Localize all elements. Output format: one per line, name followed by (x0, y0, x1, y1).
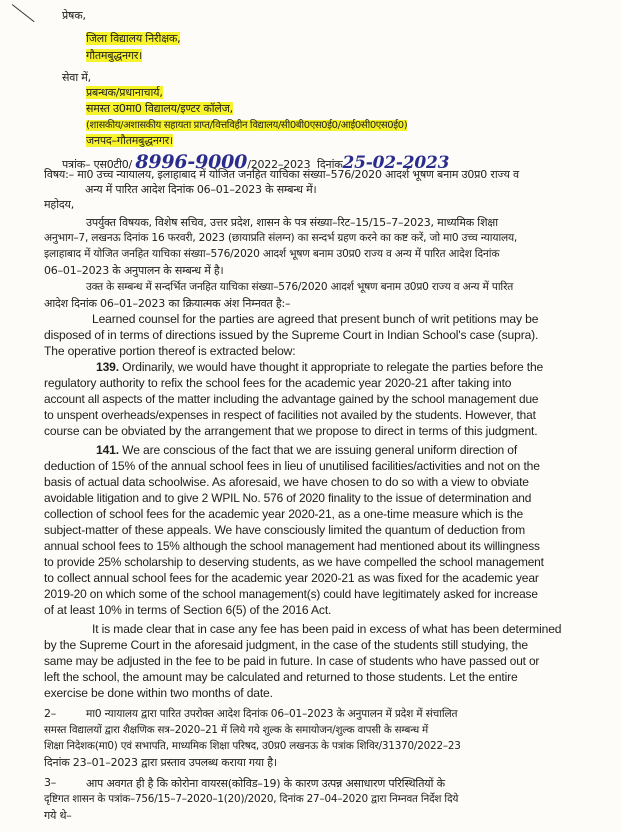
english-intro-line: The operative portion thereof is extracted below: (44, 344, 296, 358)
handwritten-letter-number: 8996-9000 (135, 151, 248, 173)
salutation: महोदय, (44, 198, 74, 211)
para1-line: अनुभाग–7, लखनऊ दिनांक 16 फरवरी, 2023 (छायाप्रति संलग्न) का सन्दर्भ ग्रहण करने का कष्ट करें, जो मा0 उच्च न्यायालय, (44, 232, 518, 244)
para141-line: avoidable litigation and to give 2 WPIL No. 576 of 2020 finality to the issue of determination and (44, 491, 532, 505)
clarification-line: exercise be done within two months of date. (44, 686, 273, 700)
para139-line: regulatory authority to refix the school fees for the academic year 2020-21 after taking into (44, 376, 512, 390)
to-line3: (शासकीय/अशासकीय सहायता प्राप्त/वित्तविहीन विद्यालय/सी0बी0एस0ई0/आई0सी0एस0ई0) (86, 120, 408, 131)
clarification-line: same may be adjusted in the fee to be paid in future. In case of students who have passed out or (44, 654, 540, 668)
point3-line: गये थे– (44, 809, 72, 822)
para141-line: We are conscious of the fact that we are issuing general uniform direction of (122, 443, 518, 457)
clarification-line: by the Supreme Court in the aforesaid judgment, in the case of the students still studying, the (44, 638, 528, 652)
para141-line: of at least 10% in terms of Section 6(5) of the 2016 Act. (44, 603, 332, 617)
reference-prefix: एस0टी0/ (93, 158, 133, 171)
para1-line: इलाहाबाद में योजित जनहित याचिका संख्या–576/2020 आदर्श भूषण बनाम उ0प्र0 राज्य व अन्य में पारित आदेश दिनांक (44, 248, 500, 260)
para139-line: to unspent overheads/expenses in respect of facilities not availed by the students. However, that (44, 408, 536, 422)
from-label: प्रेषक, (62, 9, 86, 22)
date-label: दिनांक (317, 158, 343, 171)
subject-line1: मा0 उच्च न्यायालय, इलाहाबाद में योजित जनहित याचिका संख्या–576/2020 आदर्श भूषण बनाम उ0प्र0 राज्य व (77, 168, 519, 181)
point2-line: दिनांक 23–01–2023 द्वारा प्रस्ताव उपलब्ध कराया गया है। (44, 756, 277, 769)
point2-number: 2– (44, 707, 57, 720)
handwritten-date: 25-02-2023 (342, 153, 450, 173)
subject-line2: अन्य में पारित आदेश दिनांक 06–01–2023 के सम्बन्ध में। (85, 183, 317, 196)
para139-line: course can be obviated by the arrangement that we propose to direct in terms of this judgment. (44, 424, 538, 438)
point2-line: समस्त विद्यालयों द्वारा शैक्षणिक सत्र–2020–21 में लिये गये शुल्क के समायोजन/शुल्क वापसी के सम्बन्ध में (44, 724, 429, 736)
pen-stroke-mark (12, 4, 35, 22)
point3-line: दृष्टिगत शासन के पत्रांक–756/15–7–2020–1(20)/2020, दिनांक 27–04–2020 द्वारा निम्नवत निर्देश दिये (44, 793, 459, 805)
para141-line: basis of actual data schoolwise. As aforesaid, we have chosen to do so with a view to obviate (44, 475, 529, 489)
english-intro-line: Learned counsel for the parties are agreed that present bunch of writ petitions may be (92, 312, 539, 326)
para1-line: उपर्युक्त विषयक, विशेष सचिव, उत्तर प्रदेश, शासन के पत्र संख्या–रिट–15/15–7–2023, माध्यमिक शिक्षा (86, 216, 498, 229)
to-line2: समस्त उ0मा0 विद्यालय/इण्टर कॉलेज, (86, 102, 233, 115)
para141-line: annual school fees to 15% although the school management had mentioned about its willingness (44, 539, 540, 553)
from-line2: गौतमबुद्धनगर। (86, 49, 143, 62)
clarification-line: It is made clear that in case any fee has been paid in excess of what has been determined (92, 622, 562, 636)
para1-line: 06–01–2023 के अनुपालन के सम्बन्ध में है। (44, 264, 224, 277)
point2-line: शिक्षा निदेशक(मा0) एवं सभापति, माध्यमिक शिक्षा परिषद, उ0प्र0 लखनऊ के पत्रांक शिविर/31370/2022–23 (44, 740, 461, 752)
point3-number: 3– (44, 776, 57, 789)
para139-number: 139. (96, 360, 119, 374)
to-label: सेवा में, (62, 71, 91, 84)
para141-line: to provide 25% scholarship to deserving students, as we have compelled the school management (44, 555, 544, 569)
para141-line: to collect annual school fees for the academic year 2020-21 as was fixed for the academic year (44, 571, 539, 585)
reference-suffix: /2022–2023 (247, 158, 311, 171)
point2-line: मा0 न्यायालय द्वारा पारित उपरोक्त आदेश दिनांक 06–01–2023 के अनुपालन में प्रदेश में संचालित (86, 708, 458, 720)
to-line4: जनपद–गौतमबुद्धनगर। (86, 134, 173, 147)
para2-line: उक्त के सम्बन्ध में सन्दर्भित जनहित याचिका संख्या–576/2020 आदर्श भूषण बनाम उ0प्र0 राज्य व अन्य में पारित (86, 281, 514, 293)
para141-line: 2019-20 on which some of the school management(s) could have legitimately asked for increase (44, 587, 538, 601)
para141-number: 141. (96, 443, 119, 457)
para139-line: account all aspects of the matter including the advantage gained by the school management due (44, 392, 539, 406)
para2-line: आदेश दिनांक 06–01–2023 का क्रियात्मक अंश निम्नवत है:– (44, 297, 291, 310)
subject-label: विषय:– (44, 168, 74, 181)
point3-line: आप अवगत ही है कि कोरोना वायरस(कोविड–19) के कारण उत्पन्न असाधारण परिस्थितियों के (86, 777, 445, 790)
english-intro-line: disposed of in terms of directions issued by the Supreme Court in Indian School's case (supra). (44, 328, 539, 342)
para141-line: subject-matter of these appeals. We have consciously limited the quantum of deduction from (44, 523, 526, 537)
from-line1: जिला विद्यालय निरीक्षक, (86, 32, 181, 45)
para139-line: Ordinarily, we would have thought it appropriate to relegate the parties before the (122, 360, 544, 374)
reference-label: पत्रांक– (62, 158, 91, 171)
clarification-line: left the school, the amount may be calculated and returned to those students. Let the entire (44, 670, 518, 684)
para141-line: collection of school fees for the academic year 2020-21, as a one-time measure which is the (44, 507, 524, 521)
para141-line: deduction of 15% of the annual school fees in lieu of unutilised facilities/activities and not on the (44, 459, 540, 473)
to-line1: प्रबन्धक/प्रधानाचार्य, (86, 86, 163, 99)
